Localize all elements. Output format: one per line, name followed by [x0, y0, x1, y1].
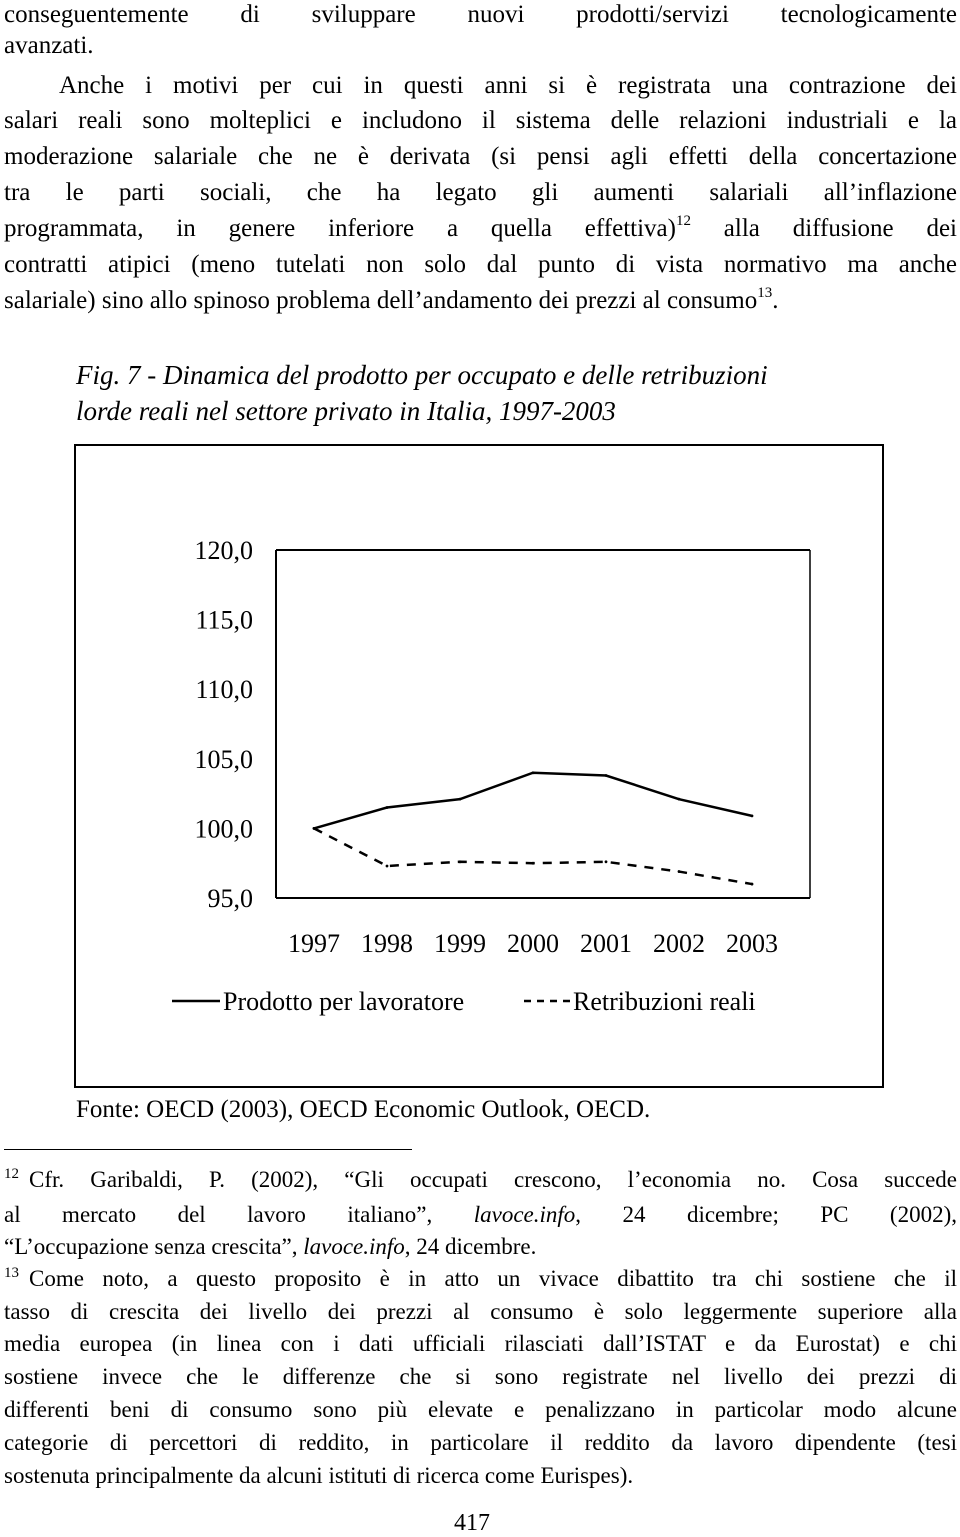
data-point	[605, 774, 608, 777]
body-text-line: tra le parti sociali, che ha legato gli aumenti salariali all’inflazione	[4, 179, 957, 206]
footnote-13-line: sostenuta principalmente da alcuni istituti di ricerca come Eurispes).	[4, 1463, 634, 1488]
footnote-13-line: sostiene invece che le differenze che si sono registrate nel livello dei prezzi di	[4, 1364, 957, 1389]
data-point	[678, 870, 681, 873]
footnote-13-line: tasso di crescita dei livello dei prezzi al consumo è solo leggermente superiore alla	[4, 1299, 957, 1324]
data-point	[459, 798, 462, 801]
series-line-2	[314, 828, 752, 884]
y-tick-label: 115,0	[195, 605, 253, 635]
y-tick-label: 105,0	[194, 744, 253, 774]
y-tick-label: 95,0	[207, 884, 253, 913]
x-tick-label: 2003	[726, 929, 778, 958]
body-text-line: conseguentemente di sviluppare nuovi prodotti/servizi tecnologicamente	[4, 1, 957, 28]
figure-caption-line1: Fig. 7 - Dinamica del prodotto per occupato e delle retribuzioni	[76, 360, 768, 390]
data-point	[751, 814, 754, 817]
x-tick-label: 1998	[361, 929, 413, 958]
data-point	[532, 771, 535, 774]
chart-frame	[74, 444, 884, 1088]
body-text-line: moderazione salariale che ne è derivata (si pensi agli effetti della concertazione	[4, 143, 957, 170]
footnote-ref-12: 12	[675, 213, 691, 229]
paragraph-first-line: Anche i motivi per cui in questi anni si è registrata una contrazione dei	[59, 72, 957, 99]
text-segment: alla diffusione dei	[690, 215, 957, 242]
footnote-13-line: differenti beni di consumo sono più elevate e penalizzano in particolar modo alcune	[4, 1397, 957, 1422]
y-tick-label: 120,0	[194, 536, 253, 565]
footnote-12-line	[4, 1201, 957, 1229]
y-tick-label: 100,0	[194, 814, 253, 844]
text-segment: al mercato del lavoro italiano”,	[4, 1202, 474, 1227]
footnote-13-line	[4, 1265, 957, 1296]
footnote-12-line	[4, 1166, 957, 1197]
y-tick-label: 110,0	[195, 675, 253, 705]
figure-caption-line2: lorde reali nel settore privato in Italia, 1997-2003	[76, 396, 616, 426]
x-tick-label: 1999	[434, 929, 486, 958]
data-point	[459, 860, 462, 863]
text-segment: Come noto, a questo proposito è in atto un vivace dibattito tra chi sostiene che il	[29, 1266, 957, 1291]
text-segment: , 24 dicembre.	[404, 1234, 537, 1259]
footnote-13-line: media europea (in linea con i dati ufficiali rilasciati dall’ISTAT e da Eurostat) e chi	[4, 1331, 957, 1356]
data-point	[605, 860, 608, 863]
figure-source: Fonte: OECD (2003), OECD Economic Outlook, OECD.	[76, 1096, 651, 1123]
body-text-line	[4, 214, 957, 244]
legend-label: Prodotto per lavoratore	[223, 987, 465, 1016]
text-segment: lavoce.info	[303, 1234, 405, 1259]
data-point	[313, 827, 316, 830]
footnote-ref-13: 13	[757, 285, 773, 301]
text-segment: .	[772, 287, 779, 314]
x-tick-label: 2002	[653, 929, 705, 958]
text-segment: Cfr. Garibaldi, P. (2002), “Gli occupati crescono, l’economia no. Cosa succede	[29, 1167, 957, 1192]
data-point	[386, 865, 389, 868]
footnote-12-line	[4, 1233, 957, 1261]
body-text-line: contratti atipici (meno tutelati non solo dal punto di vista normativo ma anche	[4, 251, 957, 278]
x-tick-label: 1997	[288, 929, 340, 958]
body-text-line: avanzati.	[4, 32, 94, 59]
data-point	[678, 798, 681, 801]
data-point	[751, 883, 754, 886]
text-segment: “L’occupazione senza crescita”,	[4, 1234, 304, 1259]
footnote-13-line: categorie di percettori di reddito, in particolare il reddito da lavoro dipendente (tesi	[4, 1430, 957, 1455]
x-tick-label: 2000	[507, 929, 559, 958]
text-segment: lavoce.info	[473, 1202, 576, 1227]
data-point	[386, 806, 389, 809]
data-point	[532, 862, 535, 865]
text-segment: programmata, in genere inferiore a quella effettiva)	[4, 215, 676, 242]
x-tick-label: 2001	[580, 929, 632, 958]
legend-label: Retribuzioni reali	[573, 987, 756, 1016]
text-segment: , 24 dicembre; PC (2002),	[575, 1202, 957, 1227]
footnote-number: 13	[4, 1265, 19, 1281]
footnote-separator	[4, 1149, 412, 1150]
page-number: 417	[454, 1510, 490, 1536]
body-text-line	[4, 286, 957, 316]
body-text-line: salari reali sono molteplici e includono il sistema delle relazioni industriali e la	[4, 107, 957, 134]
line-chart	[76, 446, 882, 1086]
series-line-1	[314, 773, 752, 829]
footnote-number: 12	[4, 1166, 19, 1182]
text-segment: salariale) sino allo spinoso problema dell’andamento dei prezzi al consumo	[4, 287, 758, 314]
